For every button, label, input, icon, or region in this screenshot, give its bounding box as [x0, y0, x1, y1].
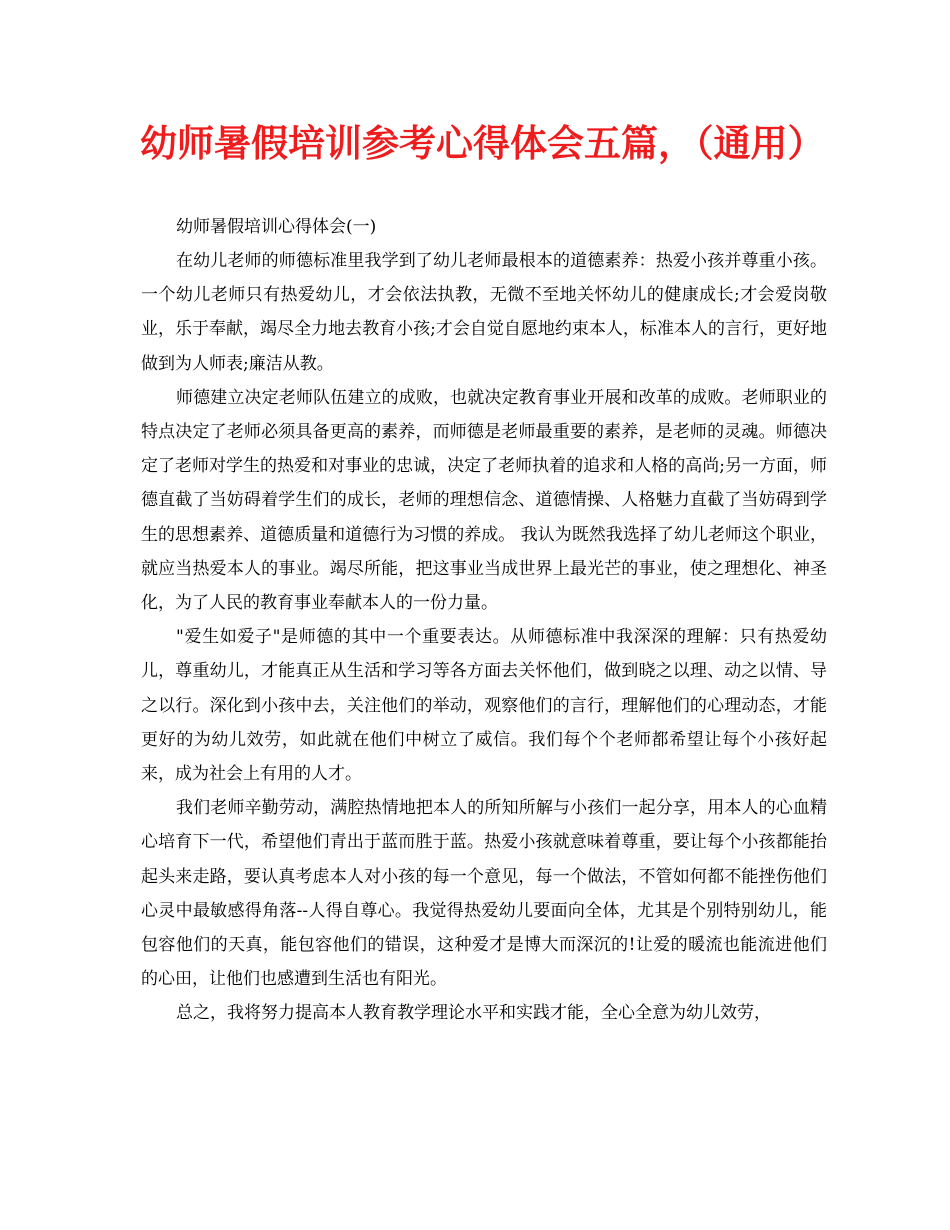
body-paragraph: "爱生如爱子"是师德的其中一个重要表达。从师德标准中我深深的理解：只有热爱幼儿，尊重幼儿，才能真正从生活和学习等各方面去关怀他们，做到晓之以理、动之以情、导之以行。深化到小孩中去，关注他们的举动，观察他们的言行，理解他们的心理动态，才能更好的为幼儿效劳，如此就在他们中树立了威信。我们每个个老师都希望让每个小孩好起来，成为社会上有用的人才。	[141, 627, 827, 785]
body-paragraph: 我们老师辛勤劳动，满腔热情地把本人的所知所解与小孩们一起分享，用本人的心血精心培育下一代，希望他们青出于蓝而胜于蓝。热爱小孩就意味着尊重，要让每个小孩都能抬起头来走路，要认真考虑本人对小孩的每一个意见，每一个做法，不管如何都不能挫伤他们心灵中最敏感得角落--人得自尊心。我觉得热爱幼儿要面向全体，尤其是个别特别幼儿，能包容他们的天真，能包容他们的错误，这种爱才是博大而深沉的!让爱的暖流也能流进他们的心田，让他们也感遭到生活也有阳光。	[141, 798, 827, 990]
document-title: 幼师暑假培训参考心得体会五篇，（通用）	[140, 122, 825, 165]
body-paragraph: 总之，我将努力提高本人教育教学理论水平和实践才能，全心全意为幼儿效劳，	[176, 1003, 771, 1024]
document-body	[141, 210, 827, 1031]
body-paragraph: 师德建立决定老师队伍建立的成败，也就决定教育事业开展和改革的成败。老师职业的特点决定了老师必须具备更高的素养，而师德是老师最重要的素养，是老师的灵魂。师德决定了老师对学生的热爱和对事业的忠诚，决定了老师执着的追求和人格的高尚;另一方面，师德直截了当妨碍着学生们的成长，老师的理想信念、道德情操、人格魅力直截了当妨碍到学生的思想素养、道德质量和道德行为习惯的养成。 我认为既然我选择了幼儿老师这个职业，就应当热爱本人的事业。竭尽所能，把这事业当成世界上最光芒的事业，使之理想化、神圣化，为了人民的教育事业奉献本人的一份力量。	[141, 387, 827, 614]
body-paragraph: 在幼儿老师的师德标准里我学到了幼儿老师最根本的道德素养：热爱小孩并尊重小孩。一个幼儿老师只有热爱幼儿，才会依法执教，无微不至地关怀幼儿的健康成长;才会爱岗敬业，乐于奉献，竭尽全力地去教育小孩;才会自觉自愿地约束本人，标准本人的言行，更好地做到为人师表;廉洁从教。	[141, 251, 827, 374]
section-subtitle: 幼师暑假培训心得体会(一)	[176, 217, 377, 237]
